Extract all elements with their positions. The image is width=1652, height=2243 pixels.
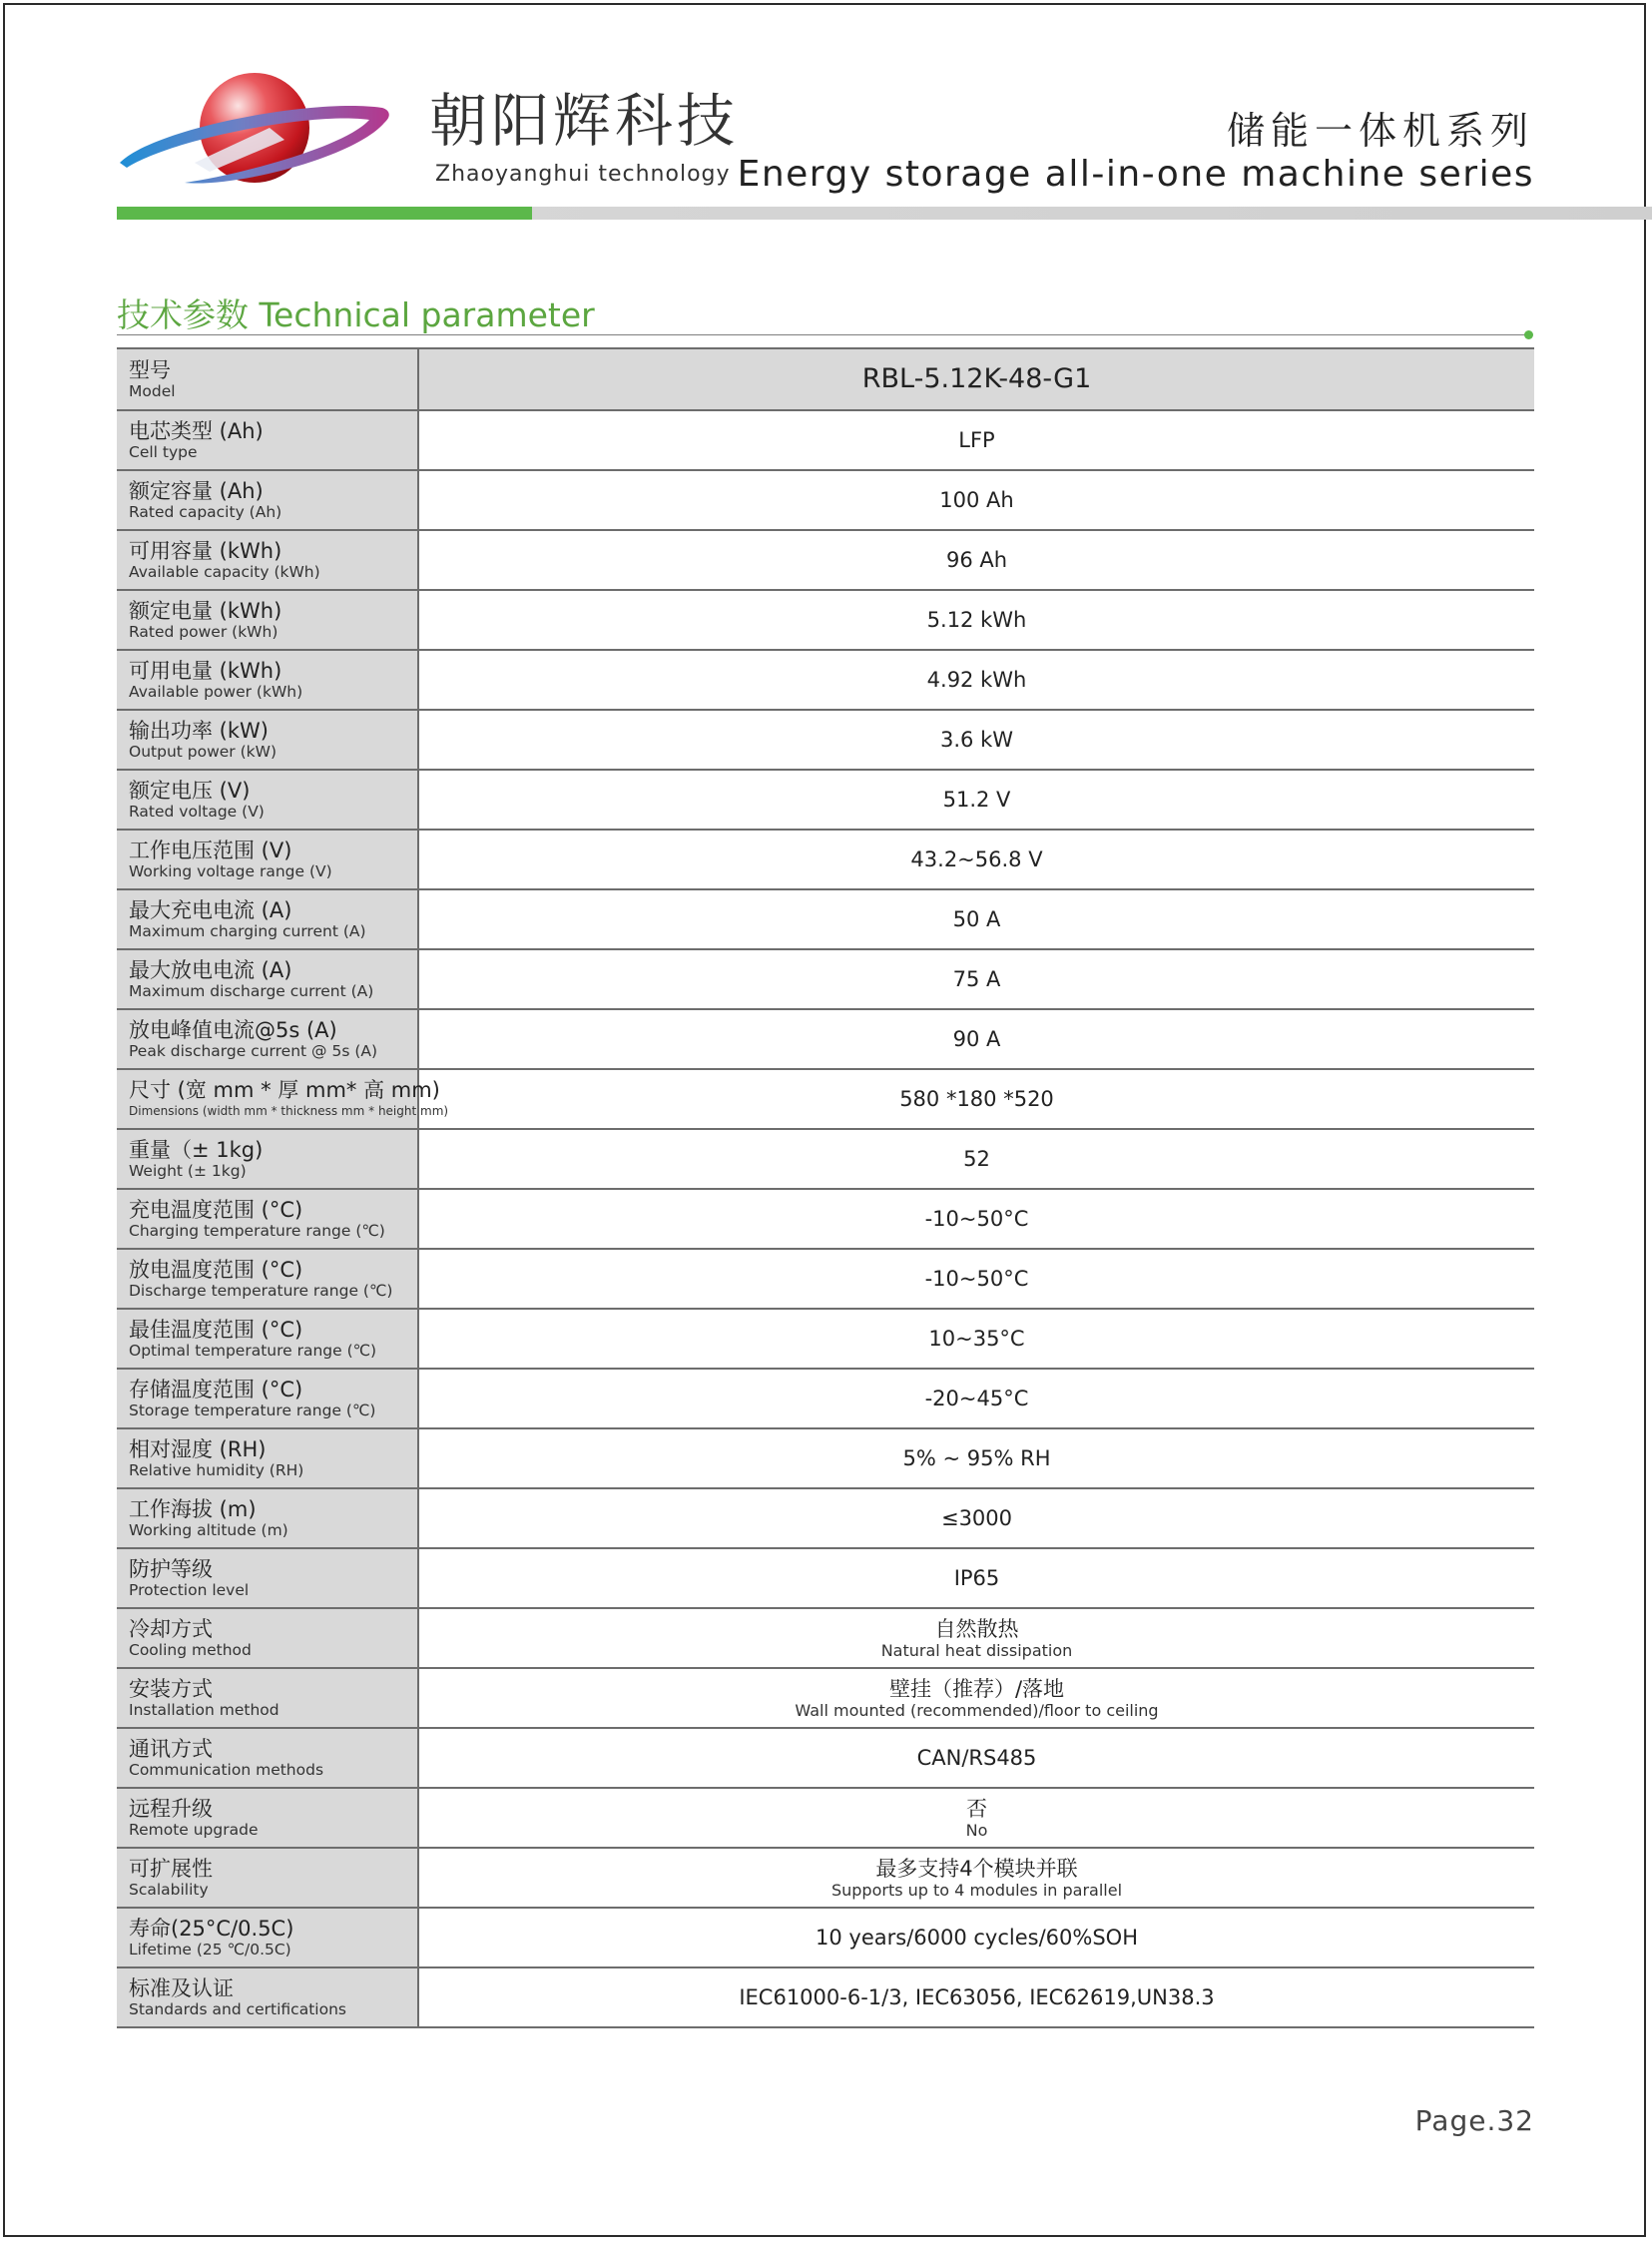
row-value <box>418 1249 1534 1309</box>
row-value <box>418 1668 1534 1728</box>
table-row <box>117 1908 1534 1967</box>
table-row <box>117 1548 1534 1608</box>
row-value <box>418 830 1534 889</box>
row-value-text: CAN/RS485 <box>916 1746 1037 1770</box>
table-row <box>117 1848 1534 1908</box>
row-value-text: -10~50°C <box>924 1267 1029 1291</box>
row-value <box>418 530 1534 590</box>
table-row <box>117 410 1534 470</box>
row-label <box>117 1788 418 1848</box>
row-label-en: Dimensions (width mm * thickness mm * height mm) <box>129 1104 449 1118</box>
row-value <box>418 1608 1534 1668</box>
row-value-text: 否 <box>966 1797 987 1821</box>
row-label-cn: 相对湿度 (RH) <box>129 1437 267 1461</box>
row-label <box>117 650 418 710</box>
row-label <box>117 1728 418 1788</box>
table-row <box>117 1069 1534 1129</box>
table-row-model <box>117 348 1534 410</box>
row-label-cn: 额定容量 (Ah) <box>129 479 264 503</box>
row-label-cn: 工作海拔 (m) <box>129 1497 257 1521</box>
row-value <box>418 1548 1534 1608</box>
row-label <box>117 1488 418 1548</box>
row-label-cn: 安装方式 <box>129 1677 213 1701</box>
row-label <box>117 770 418 830</box>
row-label-en: Weight (± 1kg) <box>129 1162 247 1180</box>
row-label-en: Peak discharge current @ 5s (A) <box>129 1042 378 1060</box>
row-value-text: 580 *180 *520 <box>899 1087 1054 1111</box>
row-label <box>117 1009 418 1069</box>
table-row <box>117 830 1534 889</box>
row-value-text: 自然散热 <box>934 1617 1019 1641</box>
row-label <box>117 949 418 1009</box>
table-row <box>117 530 1534 590</box>
row-label <box>117 1668 418 1728</box>
row-label-cn: 重量（± 1kg) <box>129 1138 264 1162</box>
row-label-cn: 最佳温度范围 (°C) <box>129 1318 303 1342</box>
row-label <box>117 889 418 949</box>
row-label-en: Maximum charging current (A) <box>129 922 366 940</box>
row-label <box>117 1428 418 1488</box>
row-value-text: -10~50°C <box>924 1207 1029 1231</box>
company-name-cn: 朝阳辉科技 <box>429 87 740 155</box>
table-row <box>117 1249 1534 1309</box>
row-label <box>117 830 418 889</box>
row-label <box>117 1848 418 1908</box>
row-value-text: 10~35°C <box>928 1327 1025 1351</box>
row-value <box>418 1848 1534 1908</box>
row-value-text: LFP <box>958 428 995 452</box>
row-label-en: Optimal temperature range (℃) <box>129 1342 377 1360</box>
table-row <box>117 949 1534 1009</box>
row-value <box>418 1009 1534 1069</box>
row-label-en: Cell type <box>129 443 198 461</box>
row-value-text: 100 Ah <box>939 488 1014 512</box>
row-value-text: 51.2 V <box>942 788 1011 812</box>
row-value-text: 3.6 kW <box>940 728 1013 752</box>
row-label-cn: 冷却方式 <box>129 1617 213 1641</box>
row-value-text-en: Wall mounted (recommended)/floor to ceiling <box>795 1701 1159 1720</box>
row-label <box>117 1189 418 1249</box>
row-label-en: Communication methods <box>129 1761 324 1779</box>
row-value <box>418 949 1534 1009</box>
table-row <box>117 1129 1534 1189</box>
row-label-cn: 可扩展性 <box>129 1857 213 1881</box>
row-label-cn: 防护等级 <box>129 1557 213 1581</box>
table-row <box>117 590 1534 650</box>
model-number: RBL-5.12K-48-G1 <box>861 363 1092 394</box>
row-value <box>418 1309 1534 1369</box>
row-value <box>418 590 1534 650</box>
row-value-text: 10 years/6000 cycles/60%SOH <box>816 1926 1138 1950</box>
row-value-text: IEC61000-6-1/3, IEC63056, IEC62619,UN38.3 <box>739 1985 1215 2009</box>
series-title-en: Energy storage all-in-one machine series <box>737 154 1534 195</box>
row-value <box>418 1967 1534 2027</box>
row-label-cn: 最大放电电流 (A) <box>129 958 292 982</box>
table-row <box>117 1967 1534 2027</box>
row-label <box>117 1369 418 1428</box>
table-row <box>117 1309 1534 1369</box>
row-label-cn: 可用容量 (kWh) <box>129 539 282 563</box>
row-value-text: -20~45°C <box>924 1387 1029 1410</box>
table-row <box>117 1488 1534 1548</box>
row-label-en: Rated power (kWh) <box>129 623 278 641</box>
row-label-en: Relative humidity (RH) <box>129 1461 304 1479</box>
row-label <box>117 1908 418 1967</box>
table-row <box>117 770 1534 830</box>
row-label <box>117 1129 418 1189</box>
row-value <box>418 1129 1534 1189</box>
row-value <box>418 1189 1534 1249</box>
row-label-en: Discharge temperature range (℃) <box>129 1282 393 1300</box>
row-value <box>418 348 1534 410</box>
row-value <box>418 770 1534 830</box>
row-label <box>117 590 418 650</box>
section-title: 技术参数 Technical parameter <box>117 295 595 334</box>
row-label-en: Charging temperature range (℃) <box>129 1222 385 1240</box>
row-value-text: 52 <box>963 1147 990 1171</box>
series-title-cn: 储能一体机系列 <box>1226 109 1534 153</box>
row-label-cn: 远程升级 <box>129 1797 213 1821</box>
row-value <box>418 1728 1534 1788</box>
section-rule-dot <box>1524 330 1533 339</box>
row-label-cn: 额定电量 (kWh) <box>129 599 282 623</box>
row-label-cn: 可用电量 (kWh) <box>129 659 282 683</box>
row-label-cn: 存储温度范围 (°C) <box>129 1378 303 1402</box>
row-label-en: Working altitude (m) <box>129 1521 288 1539</box>
table-row <box>117 1189 1534 1249</box>
table-row <box>117 1009 1534 1069</box>
row-label <box>117 1309 418 1369</box>
table-row <box>117 1428 1534 1488</box>
row-label-en: Standards and certifications <box>129 2000 346 2018</box>
row-label-en: Working voltage range (V) <box>129 862 332 880</box>
row-label-en: Scalability <box>129 1881 209 1899</box>
header-divider-accent <box>117 207 532 220</box>
row-label-en: Maximum discharge current (A) <box>129 982 374 1000</box>
table-row <box>117 1788 1534 1848</box>
page-number: Page.32 <box>1414 2104 1534 2137</box>
table-row <box>117 1608 1534 1668</box>
table-row <box>117 650 1534 710</box>
row-label-cn: 最大充电电流 (A) <box>129 898 292 922</box>
row-value-text: 90 A <box>952 1027 1001 1051</box>
row-label-en: Available power (kWh) <box>129 683 303 701</box>
row-label-cn: 通讯方式 <box>129 1737 213 1761</box>
table-row <box>117 710 1534 770</box>
row-label-cn: 尺寸 (宽 mm * 厚 mm* 高 mm) <box>129 1078 440 1102</box>
row-label-en: Protection level <box>129 1581 250 1599</box>
row-label <box>117 410 418 470</box>
table-row <box>117 470 1534 530</box>
technical-parameter-table <box>117 347 1534 2028</box>
row-label <box>117 1608 418 1668</box>
row-label-cn: 寿命(25°C/0.5C) <box>129 1917 294 1941</box>
row-value-text: 壁挂（推荐）/落地 <box>888 1677 1065 1701</box>
row-label <box>117 530 418 590</box>
row-value <box>418 1488 1534 1548</box>
row-value <box>418 410 1534 470</box>
row-label-cn: 充电温度范围 (°C) <box>129 1198 303 1222</box>
row-label <box>117 348 418 410</box>
row-value-text: 5% ~ 95% RH <box>902 1446 1051 1470</box>
row-label-en: Model <box>129 382 176 400</box>
row-label-en: Lifetime (25 ℃/0.5C) <box>129 1941 291 1959</box>
table-row <box>117 1668 1534 1728</box>
row-value <box>418 470 1534 530</box>
row-value-text: ≤3000 <box>940 1506 1013 1530</box>
row-label-cn: 电芯类型 (Ah) <box>129 419 264 443</box>
row-label <box>117 710 418 770</box>
row-value-text-en: Supports up to 4 modules in parallel <box>830 1881 1123 1900</box>
section-rule <box>117 334 1528 335</box>
row-label-en: Available capacity (kWh) <box>129 563 320 581</box>
row-label-en: Remote upgrade <box>129 1821 259 1839</box>
row-value <box>418 1369 1534 1428</box>
row-value-text: 最多支持4个模块并联 <box>875 1857 1078 1881</box>
row-label-cn: 额定电压 (V) <box>129 779 251 803</box>
row-value-text: 50 A <box>952 907 1001 931</box>
row-value-text-en: No <box>965 1821 988 1840</box>
table-row <box>117 1728 1534 1788</box>
row-label-en: Installation method <box>129 1701 279 1719</box>
row-value <box>418 889 1534 949</box>
row-value <box>418 1069 1534 1129</box>
table-row <box>117 889 1534 949</box>
row-value-text: 96 Ah <box>945 548 1008 572</box>
row-label-cn: 型号 <box>129 358 171 382</box>
row-label <box>117 1967 418 2027</box>
row-value-text-en: Natural heat dissipation <box>880 1641 1073 1660</box>
row-value <box>418 650 1534 710</box>
row-label <box>117 470 418 530</box>
row-label-cn: 放电峰值电流@5s (A) <box>129 1018 337 1042</box>
row-label-en: Cooling method <box>129 1641 252 1659</box>
row-value <box>418 1428 1534 1488</box>
row-label <box>117 1069 449 1129</box>
row-value-text: 5.12 kWh <box>926 608 1027 632</box>
row-label <box>117 1249 418 1309</box>
row-value-text: IP65 <box>953 1566 1000 1590</box>
row-label <box>117 1548 418 1608</box>
company-logo <box>115 68 394 198</box>
row-label-cn: 标准及认证 <box>129 1976 234 2000</box>
row-label-en: Rated capacity (Ah) <box>129 503 282 521</box>
row-label-en: Output power (kW) <box>129 743 276 761</box>
row-label-cn: 工作电压范围 (V) <box>129 839 292 862</box>
row-value-text: 75 A <box>952 967 1001 991</box>
row-label-cn: 放电温度范围 (°C) <box>129 1258 303 1282</box>
table-row <box>117 1369 1534 1428</box>
row-value <box>418 1788 1534 1848</box>
row-value-text: 4.92 kWh <box>926 668 1027 692</box>
row-label-en: Storage temperature range (℃) <box>129 1402 376 1419</box>
company-name-en: Zhaoyanghui technology <box>435 162 731 187</box>
row-value-text: 43.2~56.8 V <box>910 847 1043 871</box>
row-label-cn: 输出功率 (kW) <box>129 719 269 743</box>
row-value <box>418 710 1534 770</box>
row-label-en: Rated voltage (V) <box>129 803 265 821</box>
row-value <box>418 1908 1534 1967</box>
